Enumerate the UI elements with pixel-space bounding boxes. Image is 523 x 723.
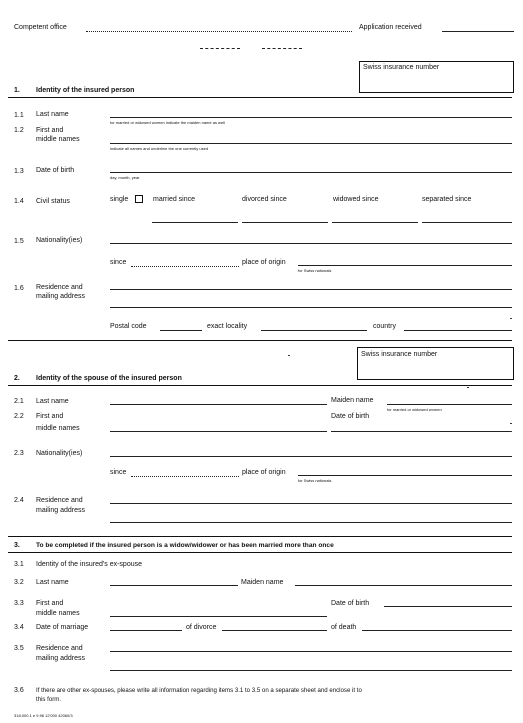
application-received-field[interactable] xyxy=(442,31,514,32)
spouse-first-names-label-2: middle names xyxy=(36,425,80,432)
country-label: country xyxy=(373,323,396,330)
spouse-nationality-field[interactable] xyxy=(110,456,512,457)
spouse-nationality-label: Nationality(ies) xyxy=(36,450,83,457)
ex-spouse-identity-label: Identity of the insured's ex-spouse xyxy=(36,561,143,568)
single-checkbox[interactable] xyxy=(135,195,143,203)
residence-field-2[interactable] xyxy=(110,307,512,308)
scan-speck xyxy=(510,423,512,424)
divorced-since-field[interactable] xyxy=(242,222,328,223)
place-of-origin-field[interactable] xyxy=(298,265,512,266)
of-divorce-label: of divorce xyxy=(186,624,217,631)
swiss-nationals-hint: for Swiss nationals xyxy=(298,268,332,273)
spouse-date-of-birth-field[interactable] xyxy=(331,431,512,432)
application-received-label: Application received xyxy=(359,24,422,31)
date-of-death-field[interactable] xyxy=(362,630,512,631)
spouse-last-name-field[interactable] xyxy=(110,404,327,405)
single-label: single xyxy=(110,196,129,203)
nationality-label: Nationality(ies) xyxy=(36,237,83,244)
ex-spouse-last-name-field[interactable] xyxy=(110,585,238,586)
of-death-label: of death xyxy=(331,624,357,631)
date-of-marriage-label: Date of marriage xyxy=(36,624,89,631)
form-code: 318.000.1 e 9.96 12'000 42060/3 xyxy=(14,713,73,718)
date-of-birth-label: Date of birth xyxy=(36,167,75,174)
separated-since-field[interactable] xyxy=(422,222,512,223)
ex-spouse-date-of-birth-field[interactable] xyxy=(384,606,512,607)
scan-speck xyxy=(288,355,290,356)
item-number: 3.1 xyxy=(14,561,24,568)
widowed-since-label: widowed since xyxy=(333,196,379,203)
date-of-birth-hint: day, month, year xyxy=(110,175,140,180)
exact-locality-field[interactable] xyxy=(261,330,367,331)
spouse-last-name-label: Last name xyxy=(36,398,69,405)
spouse-date-of-birth-label: Date of birth xyxy=(331,413,370,420)
item-number: 2.2 xyxy=(14,413,24,420)
last-name-label: Last name xyxy=(36,111,69,118)
date-of-marriage-field[interactable] xyxy=(110,630,182,631)
item-number: 3.2 xyxy=(14,579,24,586)
first-names-label: First and xyxy=(36,127,64,134)
section-number: 2. xyxy=(14,375,20,382)
spouse-place-of-origin-field[interactable] xyxy=(298,475,512,476)
ex-spouse-last-name-label: Last name xyxy=(36,579,69,586)
divorced-since-label: divorced since xyxy=(242,196,287,203)
ex-spouse-first-names-label: First and xyxy=(36,600,64,607)
swiss-insurance-number-label: Swiss insurance number xyxy=(361,351,438,358)
postal-code-label: Postal code xyxy=(110,323,147,330)
ex-spouse-residence-label: Residence and xyxy=(36,645,83,652)
swiss-insurance-number-label: Swiss insurance number xyxy=(363,64,440,71)
item-number: 2.1 xyxy=(14,398,24,405)
ex-spouse-maiden-name-label: Maiden name xyxy=(241,579,284,586)
item-number: 1.1 xyxy=(14,112,24,119)
header-decor-line xyxy=(200,48,240,49)
competent-office-field[interactable] xyxy=(86,31,352,32)
item-number: 3.6 xyxy=(14,687,24,694)
section-rule xyxy=(8,536,512,537)
residence-label: Residence and xyxy=(36,284,83,291)
scan-speck xyxy=(467,387,469,388)
since-label: since xyxy=(110,469,127,476)
swiss-insurance-number-box[interactable] xyxy=(357,347,514,380)
swiss-insurance-number-box[interactable] xyxy=(359,61,514,93)
item-number: 2.4 xyxy=(14,497,24,504)
section-title: Identity of the insured person xyxy=(36,87,135,94)
section-title: To be completed if the insured person is a widow/widower or has been married more than once xyxy=(36,542,334,549)
country-field[interactable] xyxy=(404,330,512,331)
swiss-nationals-hint: for Swiss nationals xyxy=(298,478,332,483)
other-ex-spouses-note: If there are other ex-spouses, please write all information regarding items 3.1 to 3.5 on a separate sheet and enclose it to xyxy=(36,687,362,694)
spouse-first-names-label: First and xyxy=(36,413,64,420)
ex-spouse-residence-label-2: mailing address xyxy=(36,655,86,662)
item-number: 3.4 xyxy=(14,624,24,631)
ex-spouse-residence-field-2[interactable] xyxy=(110,670,512,671)
competent-office-label: Competent office xyxy=(14,24,67,31)
residence-label-2: mailing address xyxy=(36,293,86,300)
spouse-residence-field-1[interactable] xyxy=(110,503,512,504)
residence-field-1[interactable] xyxy=(110,289,512,290)
scan-speck xyxy=(510,318,512,319)
maiden-name-label: Maiden name xyxy=(331,397,374,404)
date-of-birth-field[interactable] xyxy=(110,172,512,173)
place-of-origin-label: place of origin xyxy=(242,259,286,266)
scan-speck xyxy=(510,431,512,432)
item-number: 1.5 xyxy=(14,238,24,245)
item-number: 3.5 xyxy=(14,645,24,652)
ex-spouse-first-names-field[interactable] xyxy=(110,616,327,617)
postal-code-field[interactable] xyxy=(160,330,202,331)
section-number: 1. xyxy=(14,87,20,94)
married-since-field[interactable] xyxy=(152,222,238,223)
item-number: 2.3 xyxy=(14,450,24,457)
spouse-residence-label: Residence and xyxy=(36,497,83,504)
spouse-maiden-name-field[interactable] xyxy=(387,404,512,405)
first-names-label-2: middle names xyxy=(36,136,80,143)
exact-locality-label: exact locality xyxy=(207,323,248,330)
item-number: 3.3 xyxy=(14,600,24,607)
first-names-hint: indicate all names and underline the one currently used xyxy=(110,146,209,151)
widowed-since-field[interactable] xyxy=(332,222,418,223)
ex-spouse-date-of-birth-label: Date of birth xyxy=(331,600,370,607)
item-number: 1.2 xyxy=(14,127,24,134)
item-number: 1.3 xyxy=(14,168,24,175)
item-number: 1.6 xyxy=(14,285,24,292)
last-name-hint: for married or widowed women indicate the maiden name as well xyxy=(110,120,225,125)
since-label: since xyxy=(110,259,127,266)
other-ex-spouses-note-2: this form. xyxy=(36,696,62,703)
spouse-first-names-field[interactable] xyxy=(110,431,327,432)
nationality-since-field[interactable] xyxy=(131,266,239,267)
ex-spouse-first-names-label-2: middle names xyxy=(36,610,80,617)
first-names-field[interactable] xyxy=(110,143,512,144)
spouse-residence-field-2[interactable] xyxy=(110,522,512,523)
section-number: 3. xyxy=(14,542,20,549)
date-of-divorce-field[interactable] xyxy=(222,630,327,631)
civil-status-label: Civil status xyxy=(36,198,70,205)
last-name-field[interactable] xyxy=(110,117,512,118)
married-since-label: married since xyxy=(153,196,196,203)
section-rule xyxy=(8,552,512,553)
item-number: 1.4 xyxy=(14,198,24,205)
section-title: Identity of the spouse of the insured person xyxy=(36,375,182,382)
section-rule xyxy=(8,97,512,98)
spouse-residence-label-2: mailing address xyxy=(36,507,86,514)
spouse-nationality-since-field[interactable] xyxy=(131,476,239,477)
nationality-field[interactable] xyxy=(110,243,512,244)
place-of-origin-label: place of origin xyxy=(242,469,286,476)
maiden-name-hint: for married or widowed women xyxy=(387,407,442,412)
header-decor-line xyxy=(262,48,302,49)
separated-since-label: separated since xyxy=(422,196,472,203)
ex-spouse-maiden-name-field[interactable] xyxy=(295,585,512,586)
section-rule xyxy=(8,340,512,341)
ex-spouse-residence-field-1[interactable] xyxy=(110,651,512,652)
section-rule xyxy=(8,385,512,386)
